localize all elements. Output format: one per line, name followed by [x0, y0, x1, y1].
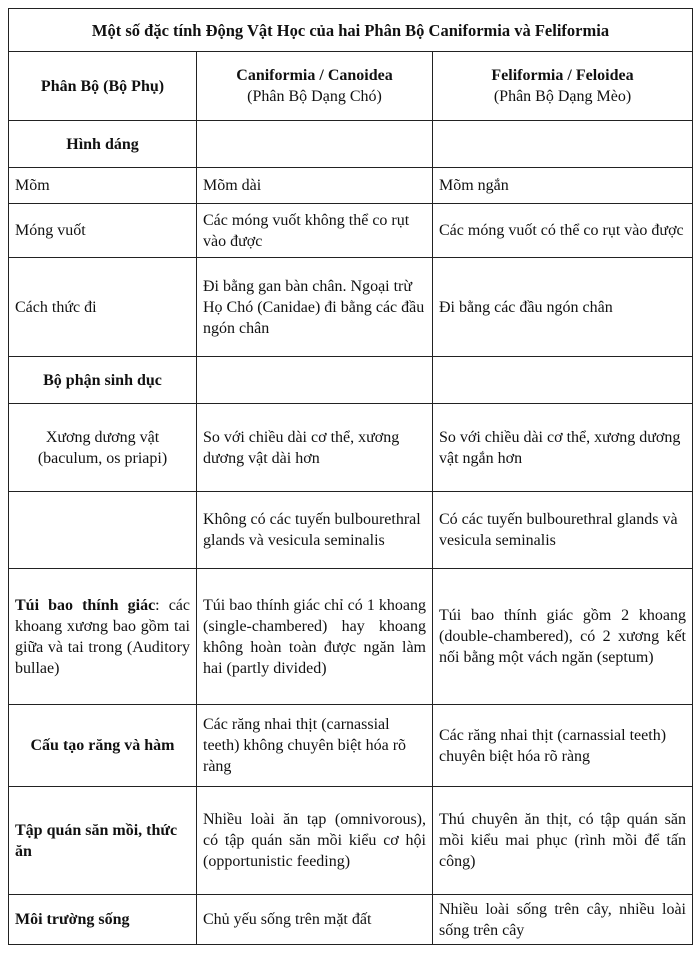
table-row — [9, 705, 693, 787]
cell-feliformia: Đi bằng các đầu ngón chân — [433, 258, 693, 357]
row-label — [9, 569, 197, 705]
row-label: Cách thức đi — [9, 258, 197, 357]
cell-caniformia: Các răng nhai thịt (carnassial teeth) không chuyên biệt hóa rõ ràng — [197, 705, 433, 787]
table-row — [9, 895, 693, 945]
section-row — [9, 357, 693, 404]
cell-feliformia: So với chiều dài cơ thể, xương dương vật ngắn hơn — [433, 404, 693, 492]
empty-cell — [197, 357, 433, 404]
row-label: Môi trường sống — [9, 895, 197, 945]
section-sinh-duc: Bộ phận sinh dục — [9, 357, 197, 404]
table-row — [9, 258, 693, 357]
empty-cell — [433, 357, 693, 404]
title-row — [9, 9, 693, 52]
cell-feliformia: Các răng nhai thịt (carnassial teeth) chuyên biệt hóa rõ ràng — [433, 705, 693, 787]
cell-caniformia: Các móng vuốt không thể co rụt vào được — [197, 204, 433, 258]
table-title: Một số đặc tính Động Vật Học của hai Phân Bộ Caniformia và Feliformia — [9, 9, 693, 52]
cell-caniformia: Đi bằng gan bàn chân. Ngoại trừ Họ Chó (Canidae) đi bằng các đầu ngón chân — [197, 258, 433, 357]
row-label-rest: : các khoang xương bao gồm tai giữa và tai trong (Auditory bullae) — [15, 596, 190, 677]
header-row — [9, 52, 693, 121]
table-row — [9, 787, 693, 895]
empty-cell — [433, 121, 693, 168]
table-row — [9, 569, 693, 705]
cell-feliformia: Túi bao thính giác gồm 2 khoang (double-chambered), có 2 xương kết nối bằng một vách ngăn (septum) — [433, 569, 693, 705]
header-col-caniformia — [197, 52, 433, 121]
row-label: Xương dương vật (baculum, os priapi) — [9, 404, 197, 492]
row-label: Mõm — [9, 168, 197, 204]
cell-feliformia: Có các tuyến bulbourethral glands và vesicula seminalis — [433, 492, 693, 569]
cell-caniformia: So với chiều dài cơ thể, xương dương vật dài hơn — [197, 404, 433, 492]
cell-caniformia: Mõm dài — [197, 168, 433, 204]
header-feliformia-title: Feliformia / Feloidea — [491, 67, 634, 84]
table-row — [9, 168, 693, 204]
cell-caniformia: Túi bao thính giác chỉ có 1 khoang (single-chambered) hay khoang không hoàn toàn được ngăn làm hai (partly divided) — [197, 569, 433, 705]
header-feliformia-subtitle: (Phân Bộ Dạng Mèo) — [493, 88, 632, 105]
cell-feliformia: Các móng vuốt có thể co rụt vào được — [433, 204, 693, 258]
section-row — [9, 121, 693, 168]
table-row — [9, 492, 693, 569]
row-label-bold: Túi bao thính giác — [15, 596, 156, 614]
table-row — [9, 404, 693, 492]
cell-feliformia: Nhiều loài sống trên cây, nhiều loài sống trên cây — [433, 895, 693, 945]
header-caniformia-title: Caniformia / Canoidea — [236, 67, 393, 84]
cell-caniformia: Nhiều loài ăn tạp (omnivorous), có tập quán săn mồi kiểu cơ hội (opportunistic feeding) — [197, 787, 433, 895]
empty-cell — [197, 121, 433, 168]
table-row — [9, 204, 693, 258]
row-label: Cấu tạo răng và hàm — [9, 705, 197, 787]
cell-caniformia: Không có các tuyến bulbourethral glands và vesicula seminalis — [197, 492, 433, 569]
header-caniformia-subtitle: (Phân Bộ Dạng Chó) — [247, 88, 382, 105]
header-col-feliformia — [433, 52, 693, 121]
cell-feliformia: Thú chuyên ăn thịt, có tập quán săn mồi kiểu mai phục (rình mồi để tấn công) — [433, 787, 693, 895]
header-col-suborder: Phân Bộ (Bộ Phụ) — [9, 52, 197, 121]
row-label: Tập quán săn mồi, thức ăn — [9, 787, 197, 895]
row-label: Móng vuốt — [9, 204, 197, 258]
section-hinh-dang: Hình dáng — [9, 121, 197, 168]
comparison-table — [8, 8, 693, 945]
cell-caniformia: Chủ yếu sống trên mặt đất — [197, 895, 433, 945]
cell-feliformia: Mõm ngắn — [433, 168, 693, 204]
row-label — [9, 492, 197, 569]
